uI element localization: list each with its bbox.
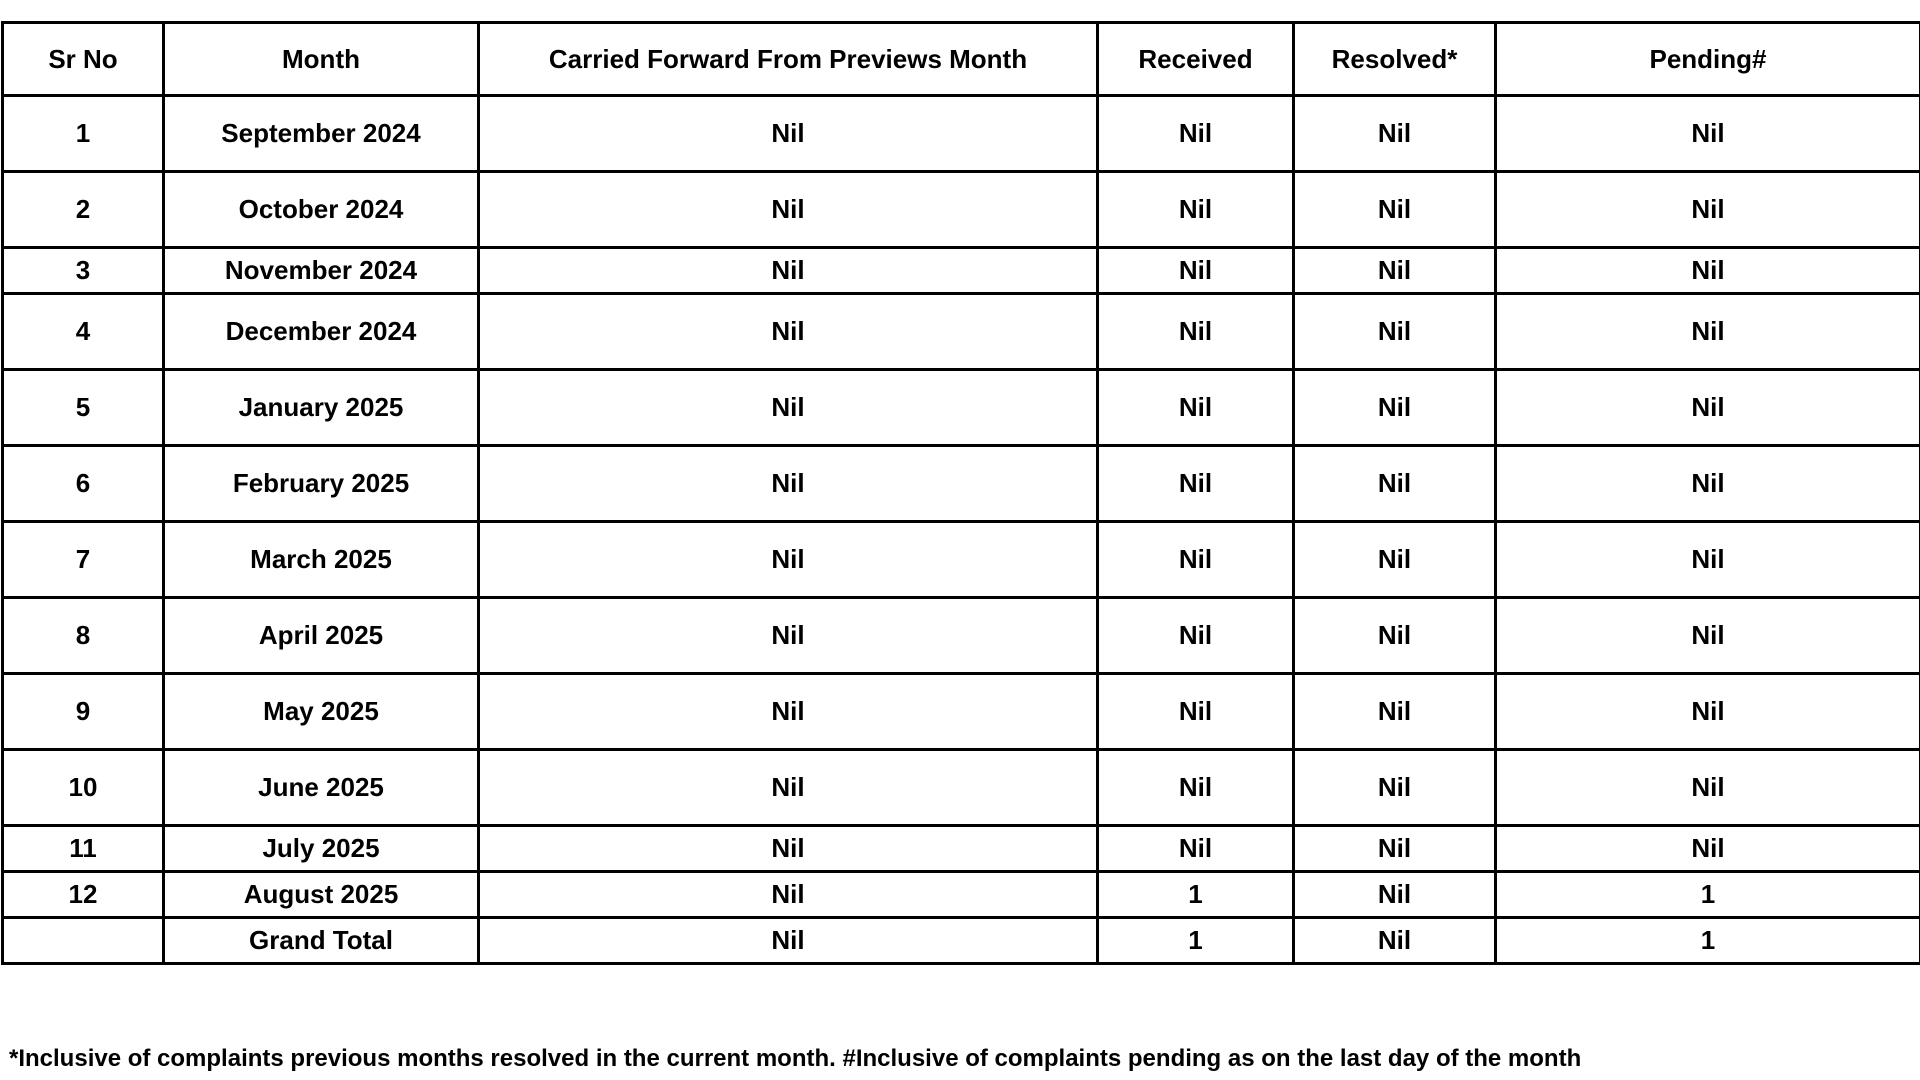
cell-resolved: Nil [1294, 446, 1496, 522]
cell-carried-forward: Nil [479, 294, 1098, 370]
table-row [3, 522, 1920, 598]
total-received: 1 [1098, 918, 1294, 964]
table-row [3, 96, 1920, 172]
cell-resolved: Nil [1294, 598, 1496, 674]
cell-sr-no: 3 [3, 248, 164, 294]
table-row [3, 750, 1920, 826]
cell-sr-no: 4 [3, 294, 164, 370]
grand-total-row [3, 918, 1920, 964]
header-resolved: Resolved* [1294, 23, 1496, 96]
cell-resolved: Nil [1294, 248, 1496, 294]
cell-month: June 2025 [164, 750, 479, 826]
table-row [3, 826, 1920, 872]
cell-carried-forward: Nil [479, 522, 1098, 598]
cell-sr-no: 8 [3, 598, 164, 674]
cell-month: October 2024 [164, 172, 479, 248]
header-pending: Pending# [1496, 23, 1920, 96]
total-sr-no [3, 918, 164, 964]
cell-received: Nil [1098, 674, 1294, 750]
cell-sr-no: 12 [3, 872, 164, 918]
cell-sr-no: 5 [3, 370, 164, 446]
cell-month: September 2024 [164, 96, 479, 172]
cell-carried-forward: Nil [479, 750, 1098, 826]
cell-pending: Nil [1496, 172, 1920, 248]
table-row [3, 446, 1920, 522]
cell-resolved: Nil [1294, 872, 1496, 918]
cell-sr-no: 7 [3, 522, 164, 598]
cell-received: Nil [1098, 172, 1294, 248]
cell-resolved: Nil [1294, 826, 1496, 872]
cell-carried-forward: Nil [479, 96, 1098, 172]
table-row [3, 370, 1920, 446]
header-month: Month [164, 23, 479, 96]
cell-carried-forward: Nil [479, 826, 1098, 872]
cell-pending: Nil [1496, 522, 1920, 598]
cell-sr-no: 10 [3, 750, 164, 826]
footnote: *Inclusive of complaints previous months resolved in the current month. #Inclusive of complaints pending as on the last day of the month [9, 1045, 1582, 1072]
cell-pending: Nil [1496, 294, 1920, 370]
cell-month: July 2025 [164, 826, 479, 872]
cell-month: November 2024 [164, 248, 479, 294]
table-row [3, 598, 1920, 674]
header-received: Received [1098, 23, 1294, 96]
cell-resolved: Nil [1294, 172, 1496, 248]
cell-carried-forward: Nil [479, 248, 1098, 294]
table-header-row [3, 23, 1920, 96]
table-row [3, 872, 1920, 918]
header-carried-forward: Carried Forward From Previews Month [479, 23, 1098, 96]
cell-month: December 2024 [164, 294, 479, 370]
cell-carried-forward: Nil [479, 598, 1098, 674]
cell-received: Nil [1098, 598, 1294, 674]
cell-month: April 2025 [164, 598, 479, 674]
cell-sr-no: 9 [3, 674, 164, 750]
complaints-table [1, 21, 1920, 965]
cell-pending: Nil [1496, 96, 1920, 172]
cell-received: Nil [1098, 294, 1294, 370]
cell-month: August 2025 [164, 872, 479, 918]
cell-resolved: Nil [1294, 96, 1496, 172]
cell-pending: Nil [1496, 370, 1920, 446]
total-label: Grand Total [164, 918, 479, 964]
cell-carried-forward: Nil [479, 446, 1098, 522]
cell-sr-no: 6 [3, 446, 164, 522]
cell-pending: Nil [1496, 248, 1920, 294]
cell-carried-forward: Nil [479, 370, 1098, 446]
cell-pending: Nil [1496, 750, 1920, 826]
cell-month: January 2025 [164, 370, 479, 446]
table-row [3, 674, 1920, 750]
total-pending: 1 [1496, 918, 1920, 964]
cell-received: Nil [1098, 96, 1294, 172]
total-carried-forward: Nil [479, 918, 1098, 964]
cell-received: Nil [1098, 370, 1294, 446]
cell-sr-no: 1 [3, 96, 164, 172]
cell-received: Nil [1098, 446, 1294, 522]
table-row [3, 172, 1920, 248]
cell-resolved: Nil [1294, 750, 1496, 826]
table-row [3, 248, 1920, 294]
cell-sr-no: 11 [3, 826, 164, 872]
cell-received: Nil [1098, 750, 1294, 826]
cell-resolved: Nil [1294, 674, 1496, 750]
cell-pending: Nil [1496, 446, 1920, 522]
complaints-table-container [1, 21, 1919, 965]
total-resolved: Nil [1294, 918, 1496, 964]
cell-pending: Nil [1496, 598, 1920, 674]
cell-pending: Nil [1496, 826, 1920, 872]
cell-resolved: Nil [1294, 522, 1496, 598]
cell-pending: 1 [1496, 872, 1920, 918]
cell-pending: Nil [1496, 674, 1920, 750]
cell-month: February 2025 [164, 446, 479, 522]
cell-carried-forward: Nil [479, 872, 1098, 918]
header-sr-no: Sr No [3, 23, 164, 96]
cell-received: Nil [1098, 826, 1294, 872]
cell-received: Nil [1098, 522, 1294, 598]
table-row [3, 294, 1920, 370]
cell-month: March 2025 [164, 522, 479, 598]
cell-received: Nil [1098, 248, 1294, 294]
cell-resolved: Nil [1294, 370, 1496, 446]
cell-carried-forward: Nil [479, 674, 1098, 750]
cell-received: 1 [1098, 872, 1294, 918]
cell-sr-no: 2 [3, 172, 164, 248]
cell-month: May 2025 [164, 674, 479, 750]
cell-resolved: Nil [1294, 294, 1496, 370]
cell-carried-forward: Nil [479, 172, 1098, 248]
